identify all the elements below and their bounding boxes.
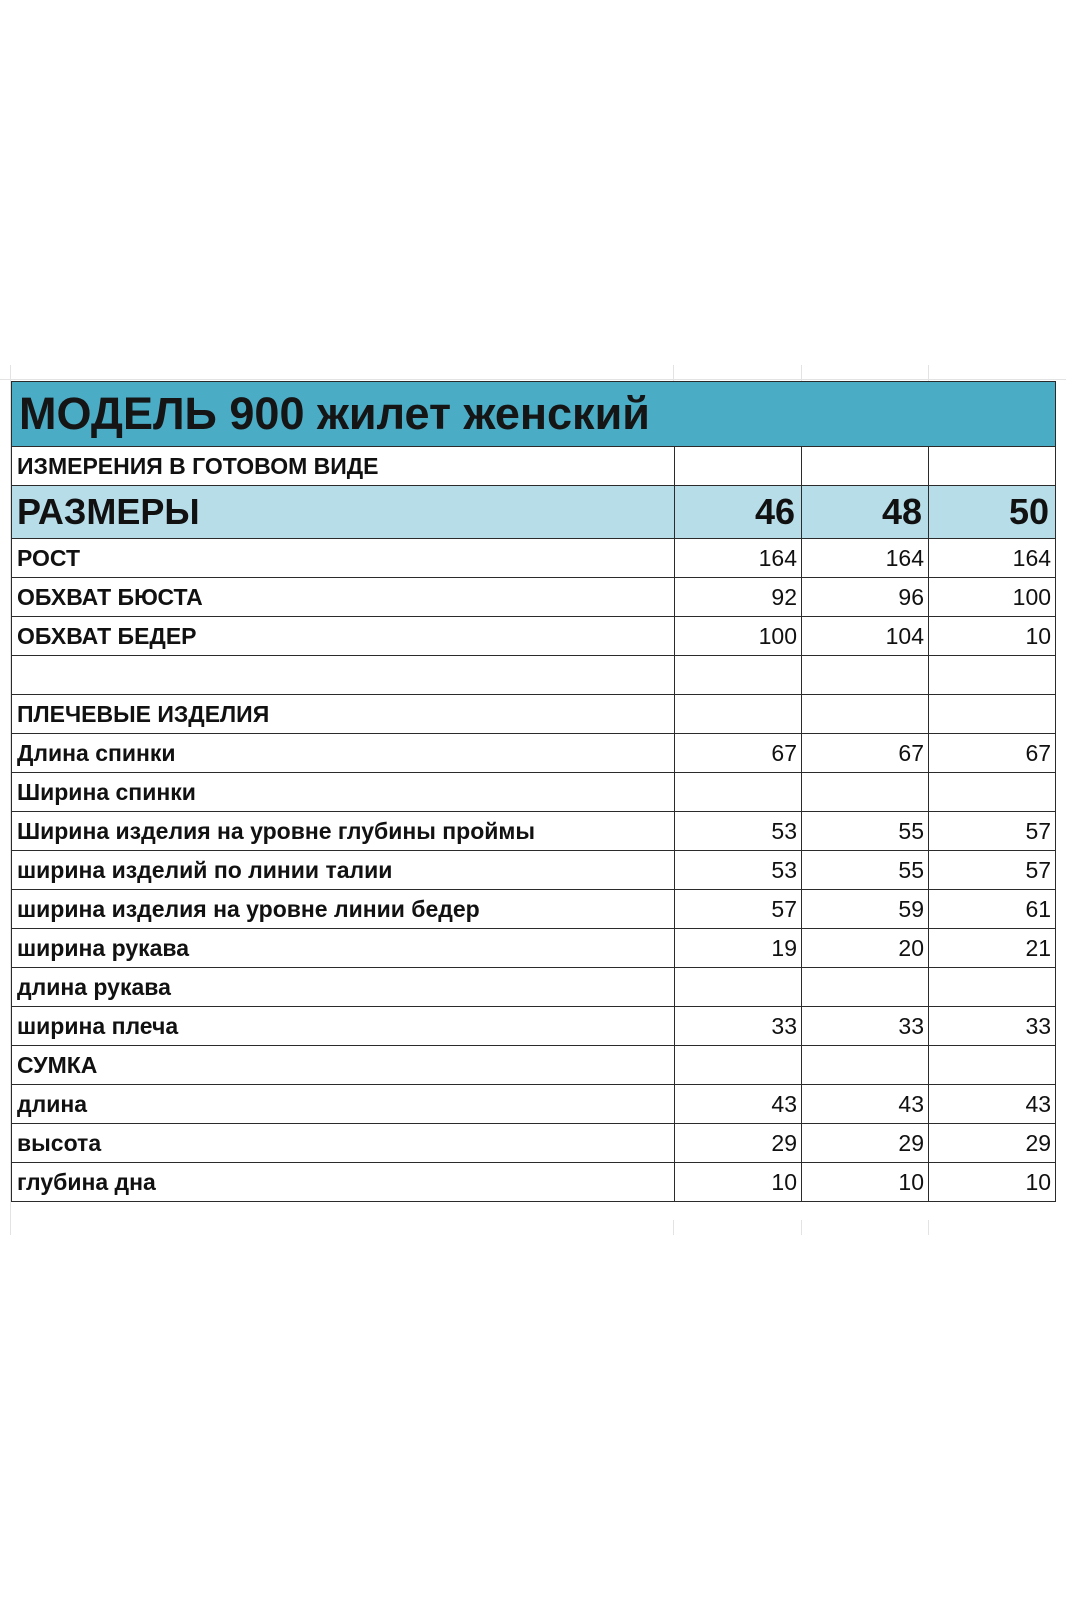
value-cell[interactable] [675, 773, 802, 812]
value-cell[interactable]: 33 [802, 1007, 929, 1046]
value-cell[interactable] [675, 1046, 802, 1085]
table-row [12, 890, 1056, 929]
value-cell[interactable]: 21 [929, 929, 1056, 968]
sizes-header-row [12, 486, 1056, 539]
grid-line [928, 365, 929, 381]
row-label-cell[interactable]: ОБХВАТ БЮСТА [12, 578, 675, 617]
value-cell[interactable]: 29 [929, 1124, 1056, 1163]
title-row [12, 382, 1056, 447]
value-cell[interactable]: 67 [929, 734, 1056, 773]
value-cell[interactable] [929, 695, 1056, 734]
row-label-cell[interactable]: Ширина изделия на уровне глубины проймы [12, 812, 675, 851]
row-label-cell[interactable]: глубина дна [12, 1163, 675, 1202]
table-row [12, 539, 1056, 578]
value-cell[interactable] [675, 656, 802, 695]
value-cell[interactable]: 59 [802, 890, 929, 929]
row-label-cell[interactable]: Ширина спинки [12, 773, 675, 812]
table-row [12, 929, 1056, 968]
value-cell[interactable]: 57 [929, 851, 1056, 890]
empty-cell[interactable] [802, 447, 929, 486]
value-cell[interactable] [802, 1046, 929, 1085]
model-title[interactable]: МОДЕЛЬ 900 жилет женский [12, 382, 1056, 447]
sizes-label[interactable]: РАЗМЕРЫ [12, 486, 675, 539]
value-cell[interactable]: 19 [675, 929, 802, 968]
subtitle-cell[interactable]: ИЗМЕРЕНИЯ В ГОТОВОМ ВИДЕ [12, 447, 675, 486]
table-row [12, 1046, 1056, 1085]
table-row [12, 1085, 1056, 1124]
table-row [12, 734, 1056, 773]
value-cell[interactable]: 104 [802, 617, 929, 656]
value-cell[interactable]: 33 [929, 1007, 1056, 1046]
row-label-cell[interactable]: Длина спинки [12, 734, 675, 773]
value-cell[interactable]: 164 [675, 539, 802, 578]
grid-line [928, 1220, 929, 1235]
table-row [12, 578, 1056, 617]
value-cell[interactable] [929, 968, 1056, 1007]
value-cell[interactable]: 57 [929, 812, 1056, 851]
value-cell[interactable]: 164 [802, 539, 929, 578]
subtitle-row [12, 447, 1056, 486]
value-cell[interactable] [802, 773, 929, 812]
value-cell[interactable]: 33 [675, 1007, 802, 1046]
size-46-header[interactable]: 46 [675, 486, 802, 539]
value-cell[interactable]: 164 [929, 539, 1056, 578]
value-cell[interactable]: 57 [675, 890, 802, 929]
value-cell[interactable]: 10 [802, 1163, 929, 1202]
empty-cell[interactable] [929, 447, 1056, 486]
row-label-cell[interactable]: РОСТ [12, 539, 675, 578]
value-cell[interactable] [675, 695, 802, 734]
value-cell[interactable]: 100 [929, 578, 1056, 617]
table-row [12, 851, 1056, 890]
value-cell[interactable]: 96 [802, 578, 929, 617]
table-row [12, 1163, 1056, 1202]
value-cell[interactable] [802, 695, 929, 734]
value-cell[interactable]: 53 [675, 812, 802, 851]
value-cell[interactable]: 10 [929, 1163, 1056, 1202]
table-row [12, 617, 1056, 656]
grid-line [0, 379, 1066, 380]
value-cell[interactable] [802, 968, 929, 1007]
grid-line [673, 365, 674, 381]
grid-line [801, 1220, 802, 1235]
value-cell[interactable]: 29 [675, 1124, 802, 1163]
value-cell[interactable]: 100 [675, 617, 802, 656]
empty-cell[interactable] [675, 447, 802, 486]
value-cell[interactable]: 20 [802, 929, 929, 968]
grid-line [801, 365, 802, 381]
row-label-cell[interactable]: ПЛЕЧЕВЫЕ ИЗДЕЛИЯ [12, 695, 675, 734]
value-cell[interactable] [929, 1046, 1056, 1085]
table-row [12, 968, 1056, 1007]
table-row [12, 773, 1056, 812]
table-row [12, 695, 1056, 734]
value-cell[interactable]: 61 [929, 890, 1056, 929]
value-cell[interactable]: 67 [675, 734, 802, 773]
row-label-cell[interactable]: ширина изделий по линии талии [12, 851, 675, 890]
value-cell[interactable]: 10 [929, 617, 1056, 656]
row-label-cell[interactable]: ширина изделия на уровне линии бедер [12, 890, 675, 929]
row-label-cell[interactable]: СУМКА [12, 1046, 675, 1085]
value-cell[interactable]: 53 [675, 851, 802, 890]
value-cell[interactable]: 43 [675, 1085, 802, 1124]
value-cell[interactable] [929, 773, 1056, 812]
table-row [12, 1007, 1056, 1046]
row-label-cell[interactable] [12, 656, 675, 695]
grid-line [673, 1220, 674, 1235]
row-label-cell[interactable]: длина рукава [12, 968, 675, 1007]
value-cell[interactable]: 29 [802, 1124, 929, 1163]
row-label-cell[interactable]: высота [12, 1124, 675, 1163]
row-label-cell[interactable]: ширина плеча [12, 1007, 675, 1046]
row-label-cell[interactable]: ширина рукава [12, 929, 675, 968]
spreadsheet-area [0, 365, 1066, 1235]
row-label-cell[interactable]: ОБХВАТ БЕДЕР [12, 617, 675, 656]
size-50-header[interactable]: 50 [929, 486, 1056, 539]
value-cell[interactable] [929, 656, 1056, 695]
row-label-cell[interactable]: длина [12, 1085, 675, 1124]
table-row [12, 656, 1056, 695]
value-cell[interactable]: 92 [675, 578, 802, 617]
size-chart-table [11, 381, 1056, 1202]
size-48-header[interactable]: 48 [802, 486, 929, 539]
value-cell[interactable]: 43 [929, 1085, 1056, 1124]
value-cell[interactable]: 67 [802, 734, 929, 773]
value-cell[interactable]: 55 [802, 851, 929, 890]
value-cell[interactable] [802, 656, 929, 695]
table-row [12, 1124, 1056, 1163]
value-cell[interactable]: 10 [675, 1163, 802, 1202]
value-cell[interactable]: 43 [802, 1085, 929, 1124]
table-row [12, 812, 1056, 851]
value-cell[interactable]: 55 [802, 812, 929, 851]
value-cell[interactable] [675, 968, 802, 1007]
